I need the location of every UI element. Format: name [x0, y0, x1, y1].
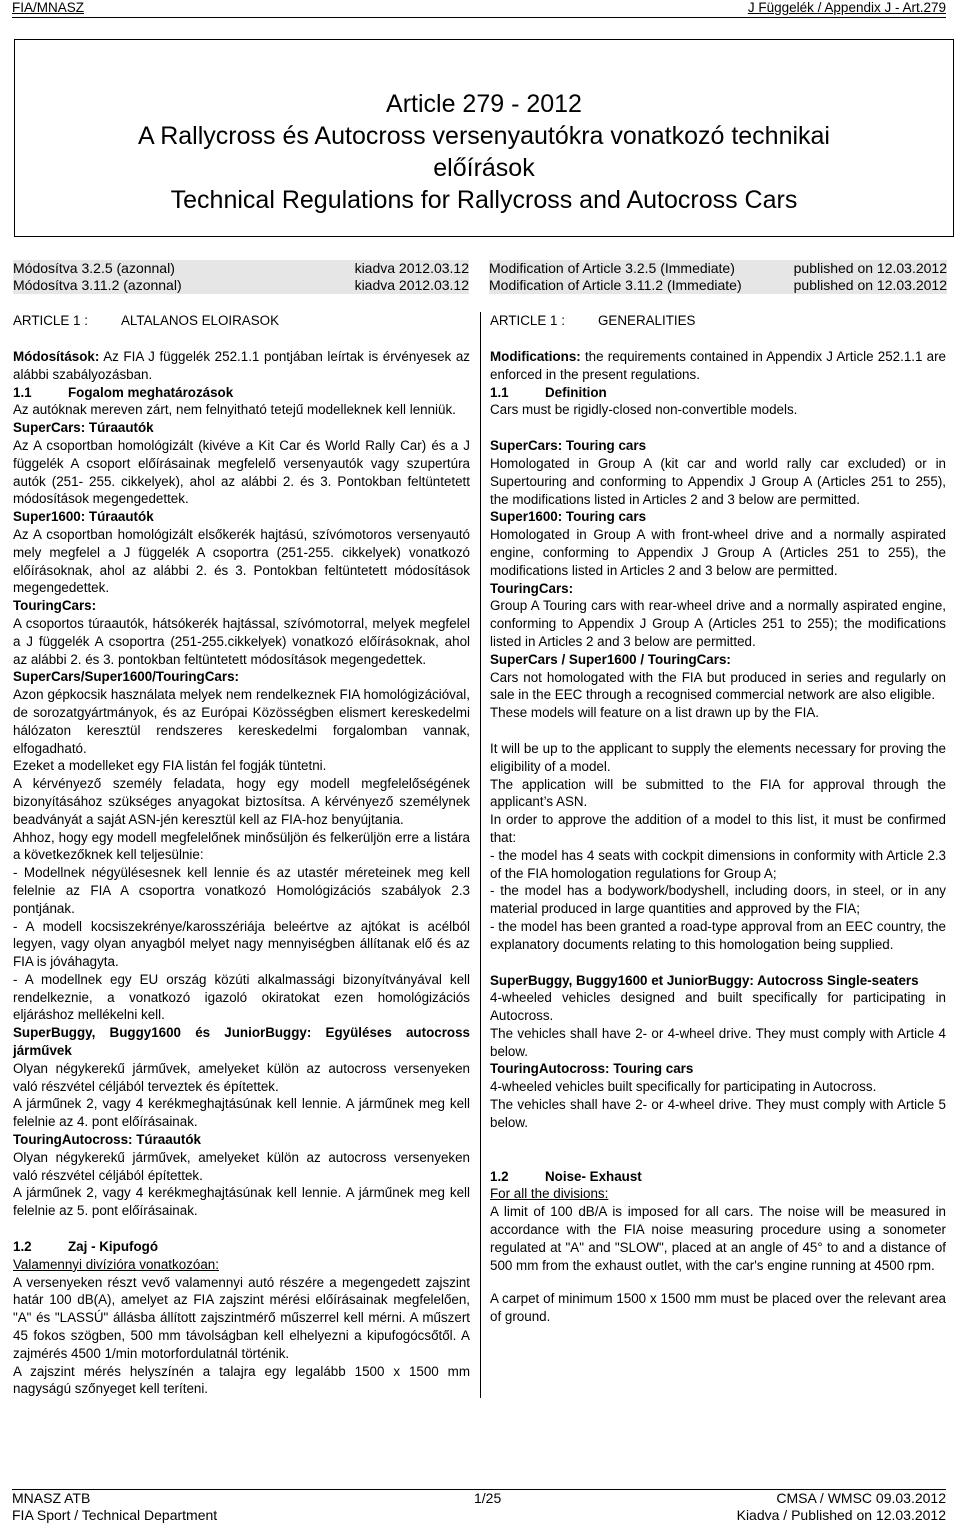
- footer-page-number: 1/25: [474, 1490, 502, 1506]
- supercars-text: Homologated in Group A (kit car and world rally car excluded) or in Supertouring and conforming to Appendix J Group A (Articles 251 to 255), the modifications listed in Articles 2 and 3 below are permitted.: [490, 455, 946, 507]
- section-1-2-text-2: A carpet of minimum 1500 x 1500 mm must be placed over the relevant area of ground.: [490, 1291, 946, 1325]
- combined-heading: SuperCars / Super1600 / TouringCars:: [490, 651, 731, 667]
- header-left: FIA/MNASZ: [12, 0, 85, 15]
- modifications-hu: [13, 260, 469, 294]
- modifications-para: Modifications: the requirements contained in Appendix J Article 252.1.1 are enforced in the present regulations.: [490, 349, 946, 382]
- footer-left-1: MNASZ ATB: [12, 1490, 91, 1506]
- combined-text-5: In order to approve the addition of a model to this list, it must be confirmed that:: [490, 812, 946, 845]
- combined-text-4: Ahhoz, hogy egy modell megfelelőnek minősüljön és felkerüljön erre a listára a következőknek kell teljesülnie:: [13, 829, 470, 863]
- mod-hu-2: Módosítva 3.11.2 (azonnal): [13, 277, 182, 293]
- combined-text-3: It will be up to the applicant to supply the elements necessary for proving the eligibility of a model.: [490, 740, 946, 774]
- supercars-heading: SuperCars: Touring cars: [490, 438, 647, 454]
- condition-2: - the model has a bodywork/bodyshell, including doors, in steel, or in any material produced in large quantities and approved by the FIA;: [490, 883, 946, 917]
- article-heading: [13, 312, 470, 330]
- footer-left-2: FIA Sport / Technical Department: [12, 1507, 218, 1523]
- section-1-1-text: Az autóknak mereven zárt, nem felnyitható tetejű modelleknek kell lenniük.: [13, 402, 456, 418]
- section-1-2-sub: Valamennyi divízióra vonatkozóan:: [13, 1256, 219, 1272]
- combined-text-3: A kérvényező személy feladata, hogy egy modell megfelelőségének bizonyításához szükséges anyagokat biztosítsa. A kérvényező személynek beadványát a saját ASN-jén keresztül kell az FIA-hoz benyújtania.: [13, 776, 470, 827]
- touringautocross-text-1: Olyan négykerekű járművek, amelyeket külön az autocross versenyeken való részvétel céljából építettek.: [13, 1149, 470, 1183]
- condition-1: - Modellnek négyülésesnek kell lennie és az utastér méreteinek meg kell felelnie az FIA A csoportra vonatkozó Homológizációs szabályok 2.3 pontjának.: [13, 865, 470, 916]
- condition-3: - the model has been granted a road-type approval from an EEC country, the explanatory documents relating to this homologation being supplied.: [490, 918, 946, 952]
- article-heading: [490, 312, 946, 330]
- condition-2: - A modell kocsiszekrénye/karosszériája beleértve az ajtókat is acélból legyen, vagy olyan anyagból melyet nagy mennyiségben állítanak elő és az FIA is jóváhagyta.: [13, 918, 470, 970]
- section-1-2-text-1: A limit of 100 dB/A is imposed for all cars. The noise will be measured in accordance with the FIA noise measuring procedure using a sonometer regulated at "A" and "SLOW", placed at an angle of 45° to and a distance of 500 mm from the exhaust outlet, with the car's engine running at 4500 rpm.: [490, 1204, 946, 1273]
- modifications-en: [489, 260, 947, 294]
- touringautocross-heading: TouringAutocross: Touring cars: [490, 1061, 694, 1077]
- header-right: J Függelék / Appendix J - Art.279: [747, 0, 946, 15]
- superbuggy-text-1: Olyan négykerekű járművek, amelyeket külön az autocross versenyeken való részvétel céljából terveztek és építettek.: [13, 1060, 470, 1094]
- title-line-1: Article 279 - 2012: [386, 90, 582, 118]
- page-header: [12, 0, 946, 18]
- mod-hu-1-date: kiadva 2012.03.12: [354, 260, 469, 276]
- supercars-text: Az A csoportban homológizált (kivéve a Kit Car és World Rally Car) és a J függelék A csoport előírásainak megfelelő versenyautók vagy szupertúra autók (251- 255. cikkelyek), ahol az alábbi 2. és 3. Pontokban feltüntetett módosítások megengedettek.: [13, 437, 470, 507]
- title-box: [14, 39, 954, 237]
- mod-en-2-date: published on 12.03.2012: [793, 277, 947, 293]
- mod-en-1-date: published on 12.03.2012: [793, 260, 947, 276]
- section-1-1-heading: 1.1 Fogalom meghatározások: [13, 384, 234, 400]
- supercars-heading: SuperCars: Túraautók: [13, 420, 154, 436]
- super1600-heading: Super1600: Túraautók: [13, 509, 154, 525]
- article-number: ARTICLE 1 :: [13, 313, 88, 328]
- section-1-2-sub: For all the divisions:: [490, 1186, 609, 1202]
- mod-hu-1: Módosítva 3.2.5 (azonnal): [13, 260, 175, 276]
- section-1-2-heading: 1.2 Noise- Exhaust: [490, 1168, 642, 1184]
- condition-3: - A modellnek egy EU ország közúti alkalmassági bizonyítványával kell rendelkeznie, a vonatkozó igazoló okiratokat ezen homológizációs eljáráshoz mellékelni kell.: [13, 971, 470, 1023]
- page-footer: [12, 1489, 946, 1524]
- footer-right-2: Kiadva / Published on 12.03.2012: [736, 1507, 946, 1523]
- combined-text-1: Cars not homologated with the FIA but produced in series and regularly on sale in the EEC through a recognised commercial network are also eligible.: [490, 669, 946, 703]
- mod-hu-2-date: kiadva 2012.03.12: [354, 277, 469, 293]
- title-line-2: A Rallycross és Autocross versenyautókra vonatkozó technikai: [137, 122, 830, 150]
- column-hungarian: [13, 312, 481, 1398]
- super1600-text: Az A csoportban homológizált elsőkerék hajtású, szívómotoros versenyautó mely megfelel a J függelék A csoportra (251-255. cikkelyek) vonatkozó előírásoknak, ahol az alábbi 2. és 3. Pontokban feltüntetett módosítások megengedettek.: [13, 526, 470, 596]
- section-1-2-text-1: A versenyeken részt vevő valamennyi autó részére a megengedett zajszint határ 100 dB(A), amelyet az FIA zajszint mérési előírásainak megfelelően, "A" és "LASSÚ" állásba állított zajszintmérő műszerrel kell mérni. A műszert 45 fokos szögben, 500 mm távolságban kell elhelyezni a kipufogócsőtől. A zajmérés 4500 1/min motorfordulatnál történik.: [13, 1274, 470, 1361]
- touringcars-text: Group A Touring cars with rear-wheel drive and a normally aspirated engine, conforming to Appendix J Group A (Articles 251 to 255); the modifications listed in Articles 2 and 3 below are permitted.: [490, 598, 946, 649]
- combined-text-4: The application will be submitted to the FIA for approval through the applicant’s ASN.: [490, 776, 946, 810]
- superbuggy-heading: SuperBuggy, Buggy1600 et JuniorBuggy: Autocross Single-seaters: [490, 972, 919, 988]
- footer-right-1: CMSA / WMSC 09.03.2012: [776, 1490, 946, 1506]
- section-1-1-heading: 1.1 Definition: [490, 384, 607, 400]
- touringautocross-text-1: 4-wheeled vehicles built specifically for participating in Autocross.: [490, 1079, 877, 1095]
- touringautocross-heading: TouringAutocross: Túraautók: [13, 1132, 201, 1148]
- combined-heading: SuperCars/Super1600/TouringCars:: [13, 669, 239, 685]
- touringcars-text: A csoportos túraautók, hátsókerék hajtással, szívómotorral, melyek megfelel a J függelék A csoportra (251-255.cikkelyek) vonatkozó előírásoknak, ahol az alábbi 2. és 3. pontokban feltüntetett módosítások megengedettek.: [13, 615, 470, 667]
- section-1-1-text: Cars must be rigidly-closed non-convertible models.: [490, 402, 798, 418]
- superbuggy-text-2: The vehicles shall have 2- or 4-wheel drive. They must comply with Article 4 below.: [490, 1025, 946, 1059]
- mod-en-1: Modification of Article 3.2.5 (Immediate): [489, 260, 735, 276]
- super1600-text: Homologated in Group A with front-wheel drive and a normally aspirated engine, conforming to Appendix J Group A (Articles 251 to 255), the modifications listed in Articles 2 and 3 below are permitted.: [490, 527, 946, 578]
- superbuggy-text-1: 4-wheeled vehicles designed and built specifically for participating in Autocross.: [490, 990, 946, 1024]
- article-title: ALTALANOS ELOIRASOK: [121, 313, 280, 328]
- section-1-2-text-2: A zajszint mérés helyszínén a talajra egy legalább 1500 x 1500 mm nagyságú szőnyeget kell teríteni.: [13, 1363, 470, 1397]
- section-1-2-heading: 1.2 Zaj - Kipufogó: [13, 1239, 158, 1255]
- touringcars-heading: TouringCars:: [490, 580, 574, 596]
- title-line-3: előírások: [433, 154, 535, 182]
- combined-text-1: Azon gépkocsik használata melyek nem rendelkeznek FIA homológizációval, de sorozatgyártmányok, és az Európai Közösségben elismert kereskedelmi hálózaton keresztül rendszeres kereskedelmi forgalomban vannak, elfogadható.: [13, 687, 470, 756]
- touringautocross-text-2: A járműnek 2, vagy 4 kerékmeghajtásúnak kell lennie. A járműnek meg kell felelnie az 5. pont előírásainak.: [13, 1185, 470, 1219]
- touringautocross-text-2: The vehicles shall have 2- or 4-wheel drive. They must comply with Article 5 below.: [490, 1097, 946, 1130]
- touringcars-heading: TouringCars:: [13, 598, 97, 614]
- superbuggy-heading: SuperBuggy, Buggy1600 és JuniorBuggy: Együléses autocross járművek: [13, 1025, 470, 1059]
- column-english: [490, 312, 946, 1326]
- modifications-para: Módosítások: Az FIA J függelék 252.1.1 pontjában leírtak is érvényesek az alábbi szabályozásban.: [13, 349, 470, 382]
- combined-text-2: Ezeket a modelleket egy FIA listán fel fogják tüntetni.: [13, 758, 327, 774]
- super1600-heading: Super1600: Touring cars: [490, 509, 647, 525]
- superbuggy-text-2: A járműnek 2, vagy 4 kerékmeghajtásúnak kell lennie. A járműnek meg kell felelnie az 4. pont előírásainak.: [13, 1096, 470, 1130]
- mod-en-2: Modification of Article 3.11.2 (Immediate): [489, 277, 742, 293]
- title-line-4: Technical Regulations for Rallycross and Autocross Cars: [170, 186, 798, 214]
- article-title: GENERALITIES: [598, 313, 696, 328]
- combined-text-2: These models will feature on a list drawn up by the FIA.: [490, 705, 819, 721]
- condition-1: - the model has 4 seats with cockpit dimensions in conformity with Article 2.3 of the FIA homologation regulations for Group A;: [490, 847, 946, 881]
- article-number: ARTICLE 1 :: [490, 313, 565, 328]
